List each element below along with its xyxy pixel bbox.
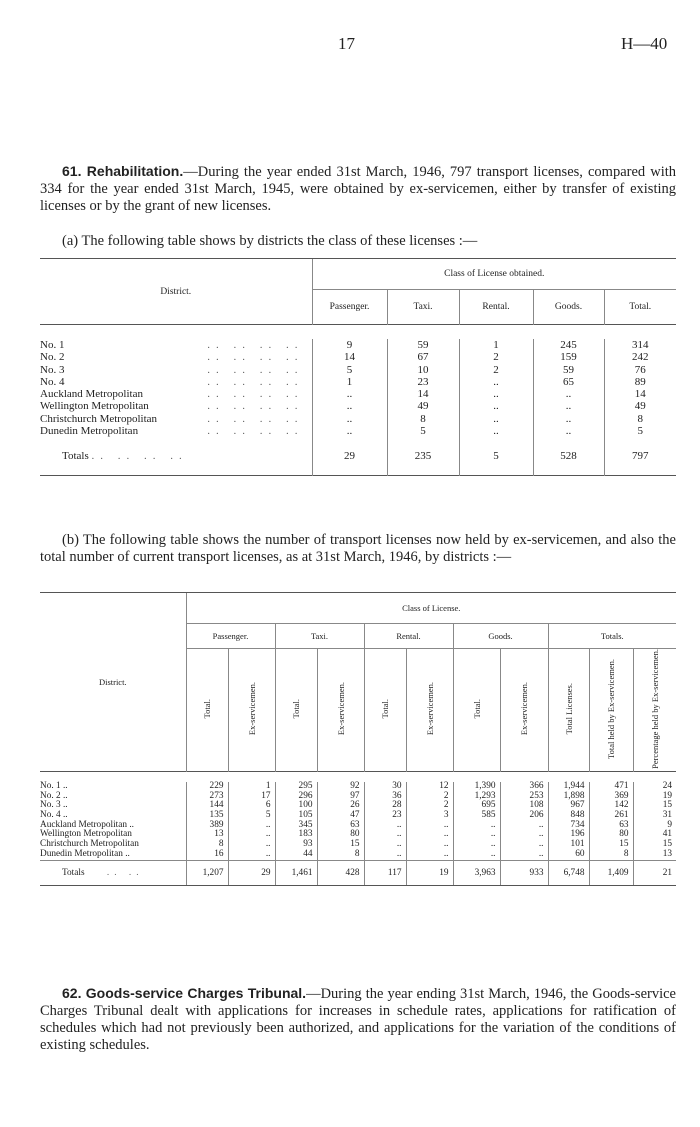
table-b-district: Auckland Metropolitan .. [40,819,134,830]
table-b-cell: .. [406,840,453,850]
table-b-subheader [364,649,406,772]
table-b-cell: 12 [406,782,453,792]
table-a-cell: .. [459,425,533,437]
table-b-totals-row: Totals .. .. 1,207 29 1,461 428 117 19 3,963 933 6,748 1,409 21 [40,860,676,885]
table-a-cell: 2 [459,364,533,376]
table-a-cell: .. [459,413,533,425]
table-a-cell: 159 [533,351,604,363]
table-b-cell: 345 [275,821,317,831]
table-b-total-cell: 1,409 [589,860,633,885]
table-b-cell: 26 [317,801,364,811]
table-b-cell: 13 [186,830,228,840]
table-a-total-cell: 29 [312,437,387,476]
table-b-totals-label: Totals [62,867,85,878]
table-b-cell: 8 [317,850,364,860]
table-a-cell: 9 [312,339,387,351]
table-b-cell: 24 [633,782,676,792]
table-a-intro: (a) The following table shows by districts the class of these licenses :— [62,233,478,249]
table-b-cell: .. [500,840,548,850]
table-b-cell: 9 [633,821,676,831]
table-a-total-cell: 235 [387,437,459,476]
table-b-cell: .. [228,850,275,860]
table-a-cell: .. [533,400,604,412]
table-a-col-header: Rental. [459,290,533,325]
table-b-total-cell: 19 [406,860,453,885]
table-a-cell: .. [312,388,387,400]
table-a-cell: .. [459,376,533,388]
table-a-cell: .. [533,388,604,400]
table-a-col-header: Total. [604,290,676,325]
table-a-district: No. 1 [40,339,65,351]
table-a-row [40,388,676,400]
table-b-cell: .. [364,850,406,860]
table-b-total-cell: 1,461 [275,860,317,885]
table-a-cell: 8 [387,413,459,425]
section-61-title: 61. Rehabilitation. [62,163,184,179]
table-b-cell: 144 [186,801,228,811]
table-b-group: Rental. [364,624,453,649]
table-a-cell: 67 [387,351,459,363]
table-b-total-cell: 428 [317,860,364,885]
table-b-cell: 5 [228,811,275,821]
table-a-district: Dunedin Metropolitan [40,425,139,438]
table-a-cell: .. [533,413,604,425]
page-number: 17 [338,34,355,53]
table-a-total-cell: 5 [459,437,533,476]
table-b-group: Totals. [548,624,676,649]
table-a-col-header: Goods. [533,290,604,325]
table-a-cell: .. [312,425,387,437]
table-b-total-cell: 933 [500,860,548,885]
table-b-row [40,850,676,860]
table-a-cell: .. [312,400,387,412]
table-a-cell: 14 [604,388,676,400]
table-b-cell: 296 [275,792,317,802]
table-b-district: No. 2 .. [40,790,68,801]
table-b-subheader-text: Ex-servicemen. [519,682,529,736]
table-b-cell: 366 [500,782,548,792]
table-b-subheader-text: Total. [291,699,301,719]
table-a-cell: 76 [604,364,676,376]
table-b-intro: (b) The following table shows the number of transport licenses now held by ex-servicemen, and also the total number of current transport licenses, as at 31st March, 1946, by districts :— [40,532,676,565]
table-b-cell: 13 [633,850,676,860]
table-b-cell: 15 [317,840,364,850]
table-b-cell: 295 [275,782,317,792]
table-b-cell: 2 [406,792,453,802]
table-b-total-cell: 1,207 [186,860,228,885]
table-a-cell: 23 [387,376,459,388]
table-b-cell: 695 [453,801,500,811]
table-a-district: No. 2 [40,351,65,364]
table-a-row [40,339,676,351]
table-a-cell: 5 [387,425,459,437]
table-b-cell: .. [500,830,548,840]
leader-dots: .. .. .. .. [207,339,304,351]
table-b-cell: .. [453,840,500,850]
table-b-cell: 30 [364,782,406,792]
table-b-cell: 389 [186,821,228,831]
table-b-cell: .. [453,830,500,840]
table-a-cell: 49 [604,400,676,412]
table-b-total-cell: 6,748 [548,860,589,885]
document-code: H—40 [621,34,668,53]
table-a-row [40,425,676,437]
table-a-totals-row: Totals .. .. .. .. 29 235 5 528 797 [40,437,676,476]
table-b-cell: 41 [633,830,676,840]
table-a-totals-label: Totals [62,450,89,463]
table-b-cell: 63 [589,821,633,831]
table-b [40,592,676,886]
table-b-cell: 97 [317,792,364,802]
table-b-subheader-text: Ex-servicemen. [424,682,435,736]
table-b-cell: 196 [548,830,589,840]
leader-dots: .. .. .. .. [207,351,304,364]
table-b-cell: 1,293 [453,792,500,802]
table-b-district: No. 3 .. [40,800,68,811]
table-b-subheader-text: Total. [471,699,482,719]
table-b-cell: 15 [633,840,676,850]
table-b-subheader [453,649,500,772]
table-b-district: No. 1 .. [40,780,68,791]
table-b-total-cell: 29 [228,860,275,885]
leader-dots: .. .. .. .. [207,412,304,425]
table-a-cell: 1 [459,339,533,351]
table-b-cell: .. [228,840,275,850]
table-b-cell: 15 [589,840,633,850]
table-b-cell: 101 [548,840,589,850]
table-b-cell: 23 [364,811,406,821]
table-b-subheader [589,649,633,772]
table-b-district: No. 4 .. [40,810,68,821]
table-b-subheader-text: Total. [202,699,212,719]
table-a-cell: .. [312,413,387,425]
table-b-cell: .. [500,821,548,831]
leader-dots: .. .. .. .. [207,425,304,438]
table-b-district: Christchurch Metropolitan [40,839,139,850]
table-b-cell: 17 [228,792,275,802]
table-b-cell: 273 [186,792,228,802]
table-a-cell: 245 [533,339,604,351]
table-b-subheader-text: Total. [380,699,390,719]
table-b-subheader [186,649,228,772]
table-a-col-header: Taxi. [387,290,459,325]
table-b-subheader-text: Ex-servicemen. [335,682,346,736]
table-b-group: Passenger. [186,624,275,649]
table-b-cell: .. [364,821,406,831]
table-b-cell: 183 [275,830,317,840]
table-a-district-header: District. [160,286,192,297]
table-b-subheader-text: Total Licenses. [563,683,574,735]
leader-dots: .. .. .. .. [207,363,304,376]
table-b-subheader-text: Ex-servicemen. [246,682,257,736]
table-a-district: No. 3 [40,363,65,376]
table-b-subheader [500,649,548,772]
table-a-cell: .. [459,400,533,412]
table-a-district: Auckland Metropolitan [40,388,143,401]
table-b-district: Wellington Metropolitan [40,829,132,840]
table-b-cell: 6 [228,801,275,811]
table-b-cell: 1,390 [453,782,500,792]
table-b-cell: 142 [589,801,633,811]
table-b-total-cell: 21 [633,860,676,885]
table-b-cell: 135 [186,811,228,821]
table-a-cell: 89 [604,376,676,388]
table-b-subheader-text: Percentage held by Ex-servicemen. [649,649,660,769]
table-b-cell: 100 [275,801,317,811]
table-b-cell: 105 [275,811,317,821]
table-a-cell: 1 [312,376,387,388]
table-b-group-header: Class of License. [186,593,676,624]
table-a [40,258,676,476]
table-a-cell: 2 [459,351,533,363]
table-a-district: Wellington Metropolitan [40,400,149,413]
table-a-district: Christchurch Metropolitan [40,412,158,425]
table-b-cell: 108 [500,801,548,811]
table-b-cell: 967 [548,801,589,811]
leader-dots: .. .. .. .. [207,400,304,413]
section-62-text: —During the year ending 31st March, 1946, the Goods-service Charges Tribunal dealt with applications for increases in schedule rates, applications for ratification of schedules which had not previously been authorized, and applications for the variation of the conditions of existing schedules. [40,986,676,1053]
table-a-cell: 5 [312,364,387,376]
table-b-subheader [406,649,453,772]
table-b-subheader-text: Total held by Ex-servicemen. [606,658,616,759]
table-a-district: No. 4 [40,375,65,388]
table-b-cell: 8 [589,850,633,860]
table-b-cell: 16 [186,850,228,860]
section-62-title: 62. Goods-service Charges Tribunal. [62,985,307,1001]
table-b-cell: 60 [548,850,589,860]
table-b-cell: 80 [317,830,364,840]
table-a-cell: 49 [387,400,459,412]
table-a-cell: 59 [533,364,604,376]
table-b-cell: .. [364,830,406,840]
table-b-cell: 31 [633,811,676,821]
table-a-cell: 14 [312,351,387,363]
table-b-cell: 47 [317,811,364,821]
section-61-paragraph [40,163,676,215]
table-a-row [40,351,676,363]
table-b-subheader [633,649,676,772]
table-b-cell: 369 [589,792,633,802]
table-a-col-header: Passenger. [312,290,387,325]
table-b-cell: 92 [317,782,364,792]
table-b-cell: .. [453,821,500,831]
table-a-cell: 10 [387,364,459,376]
leader-dots: .. .. .. .. [207,375,304,388]
table-b-cell: .. [453,850,500,860]
table-b-cell: 1,898 [548,792,589,802]
table-b-cell: 848 [548,811,589,821]
table-a-cell: .. [459,388,533,400]
section-62-paragraph [40,985,676,1054]
table-b-cell: 15 [633,801,676,811]
table-a-row [40,364,676,376]
table-b-cell: .. [406,821,453,831]
table-a-row [40,400,676,412]
table-b-group: Goods. [453,624,548,649]
table-b-district: Dunedin Metropolitan .. [40,848,130,859]
table-b-cell: 80 [589,830,633,840]
table-b-cell: 253 [500,792,548,802]
table-b-cell: .. [406,850,453,860]
table-b-cell: .. [364,840,406,850]
table-b-cell: .. [228,830,275,840]
table-b-cell: 585 [453,811,500,821]
table-a-total-cell: 528 [533,437,604,476]
table-b-cell: 93 [275,840,317,850]
table-b-cell: 206 [500,811,548,821]
table-b-total-cell: 117 [364,860,406,885]
table-b-cell: 1 [228,782,275,792]
table-b-cell: 28 [364,801,406,811]
table-a-cell: 5 [604,425,676,437]
table-b-cell: 2 [406,801,453,811]
table-b-cell: 63 [317,821,364,831]
table-a-cell: 8 [604,413,676,425]
table-a-cell: 14 [387,388,459,400]
table-b-subheader [548,649,589,772]
table-b-cell: .. [406,830,453,840]
table-b-group: Taxi. [275,624,364,649]
table-b-subheader [275,649,317,772]
table-b-subheader [317,649,364,772]
table-b-cell: 1,944 [548,782,589,792]
table-a-row [40,413,676,425]
table-b-cell: 8 [186,840,228,850]
table-b-cell: 36 [364,792,406,802]
section-61-text: —During the year ended 31st March, 1946, 797 transport licenses, compared with 334 for the year ended 31st March, 1945, were obtained by ex-servicemen, either by transfer of existing licenses or by the grant of new licenses. [40,164,677,214]
table-b-cell: 734 [548,821,589,831]
table-b-subheader [228,649,275,772]
table-b-cell: .. [500,850,548,860]
table-a-cell: 242 [604,351,676,363]
table-a-group-header: Class of License obtained. [312,259,676,290]
table-b-cell: 471 [589,782,633,792]
table-a-cell: 59 [387,339,459,351]
table-a-total-cell: 797 [604,437,676,476]
table-b-total-cell: 3,963 [453,860,500,885]
table-b-district-header: District. [98,676,127,687]
table-a-cell: 314 [604,339,676,351]
leader-dots: .. .. .. .. [207,388,304,401]
table-b-cell: 19 [633,792,676,802]
table-b-cell: 261 [589,811,633,821]
table-b-cell: 44 [275,850,317,860]
table-b-cell: 3 [406,811,453,821]
table-a-row [40,376,676,388]
table-b-cell: 229 [186,782,228,792]
table-a-cell: .. [533,425,604,437]
table-a-cell: 65 [533,376,604,388]
table-b-cell: .. [228,821,275,831]
